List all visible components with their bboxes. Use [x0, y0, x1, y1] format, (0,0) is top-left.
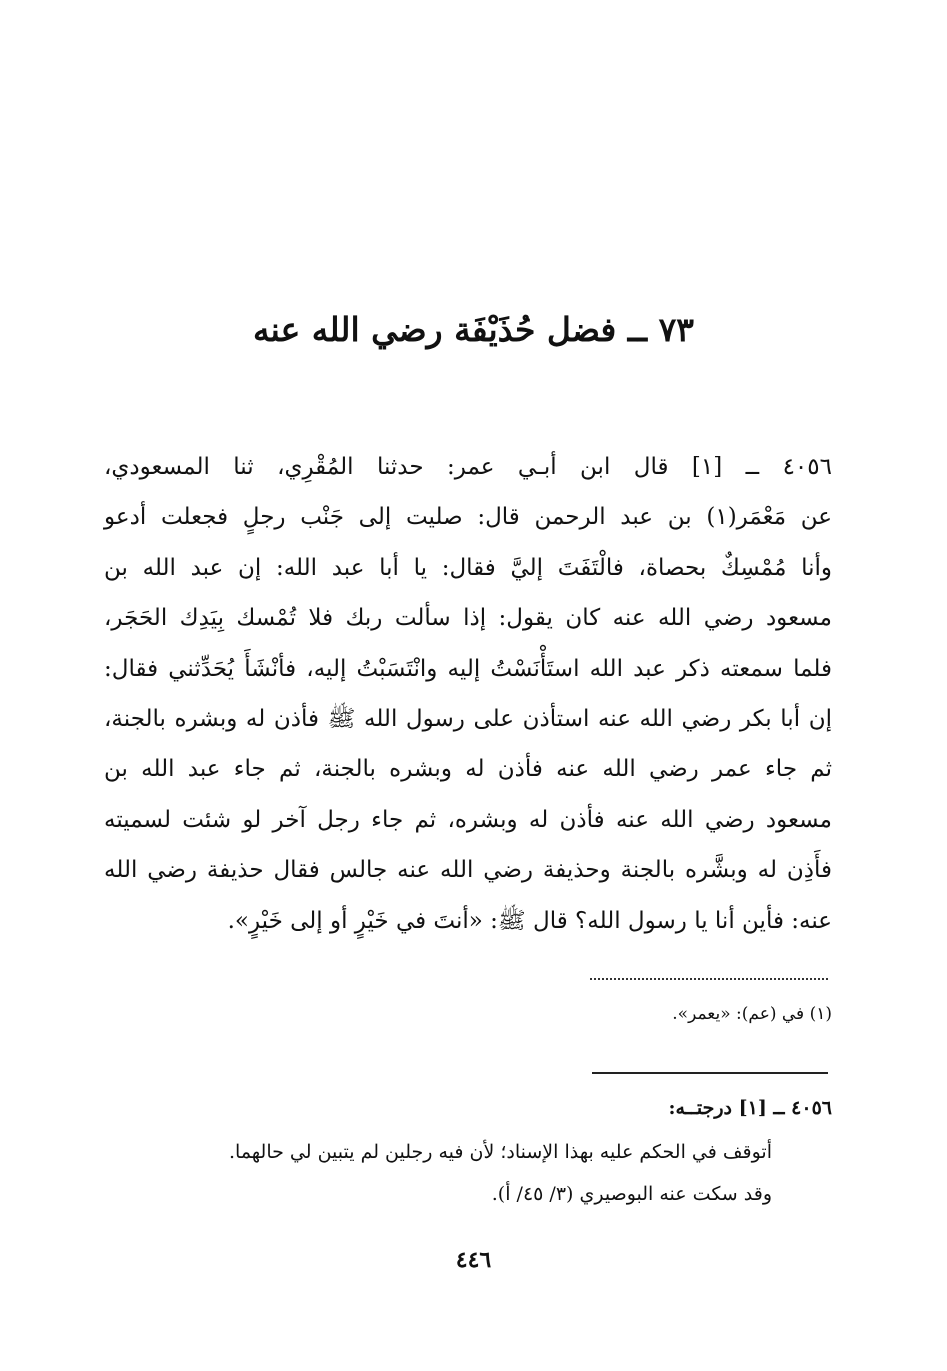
- hadith-line-3: وأنا مُمْسِكٌ بحصاة، فالْتَفَتَ إليَّ فقال: يا أبا عبد الله: إن عبد الله بن: [104, 554, 832, 581]
- hadith-line-4: مسعود رضي الله عنه كان يقول: إذا سألت ربك فلا تُمْسك بِيَدِك الحَجَر،: [104, 605, 832, 632]
- hadith-line-9: فأَذِن له وبشَّره بالجنة وحذيفة رضي الله عنه جالس فقال حذيفة رضي الله: [104, 857, 832, 884]
- grading-heading: ٤٠٥٦ ــ [١] درجتــه:: [668, 1097, 832, 1119]
- hadith-line-5: فلما سمعته ذكر عبد الله استَأْنَسْتُ إليه وانْتَسَبْتُ إليه، فأنْشَأَ يُحَدِّثني فقال:: [104, 655, 832, 682]
- hadith-line-6: إن أبا بكر رضي الله عنه استأذن على رسول الله ﷺ فأذن له وبشره بالجنة،: [104, 706, 832, 733]
- hadith-line-10: عنه: فأين أنا يا رسول الله؟ قال ﷺ: «أنتَ في خَيْرٍ أو إلى خَيْرٍ».: [227, 907, 832, 934]
- hadith-line-2: عن مَعْمَر(١) بن عبد الرحمن قال: صليت إلى جَنْب رجلٍ فجعلت أدعو: [104, 504, 832, 531]
- hadith-line-8: مسعود رضي الله عنه فأذن له وبشره، ثم جاء رجل آخر لو شئت لسميته: [104, 806, 832, 833]
- chapter-title: ٧٣ ــ فضل حُذَيْفَة رضي الله عنه: [252, 310, 695, 349]
- grading-text-line-2: وقد سكت عنه البوصيري (٣/ ٤٥/ أ).: [491, 1183, 772, 1205]
- page-number: ٤٤٦: [455, 1247, 492, 1273]
- footnote: (١) في (عم): «يعمر».: [672, 1004, 832, 1024]
- grading-text-line-1: أتوقف في الحكم عليه بهذا الإسناد؛ لأن فيه رجلين لم يتبين لي حالهما.: [228, 1141, 772, 1163]
- hadith-text: [104, 442, 832, 946]
- hadith-line-7: ثم جاء عمر رضي الله عنه فأذن له وبشره بالجنة، ثم جاء عبد الله بن: [104, 756, 832, 783]
- grading-divider: [592, 1072, 828, 1074]
- hadith-line-1: ٤٠٥٦ ــ [١] قال ابن أبـي عمر: حدثنا المُقْرِي، ثنا المسعودي،: [104, 454, 832, 480]
- footnote-divider: [590, 978, 828, 980]
